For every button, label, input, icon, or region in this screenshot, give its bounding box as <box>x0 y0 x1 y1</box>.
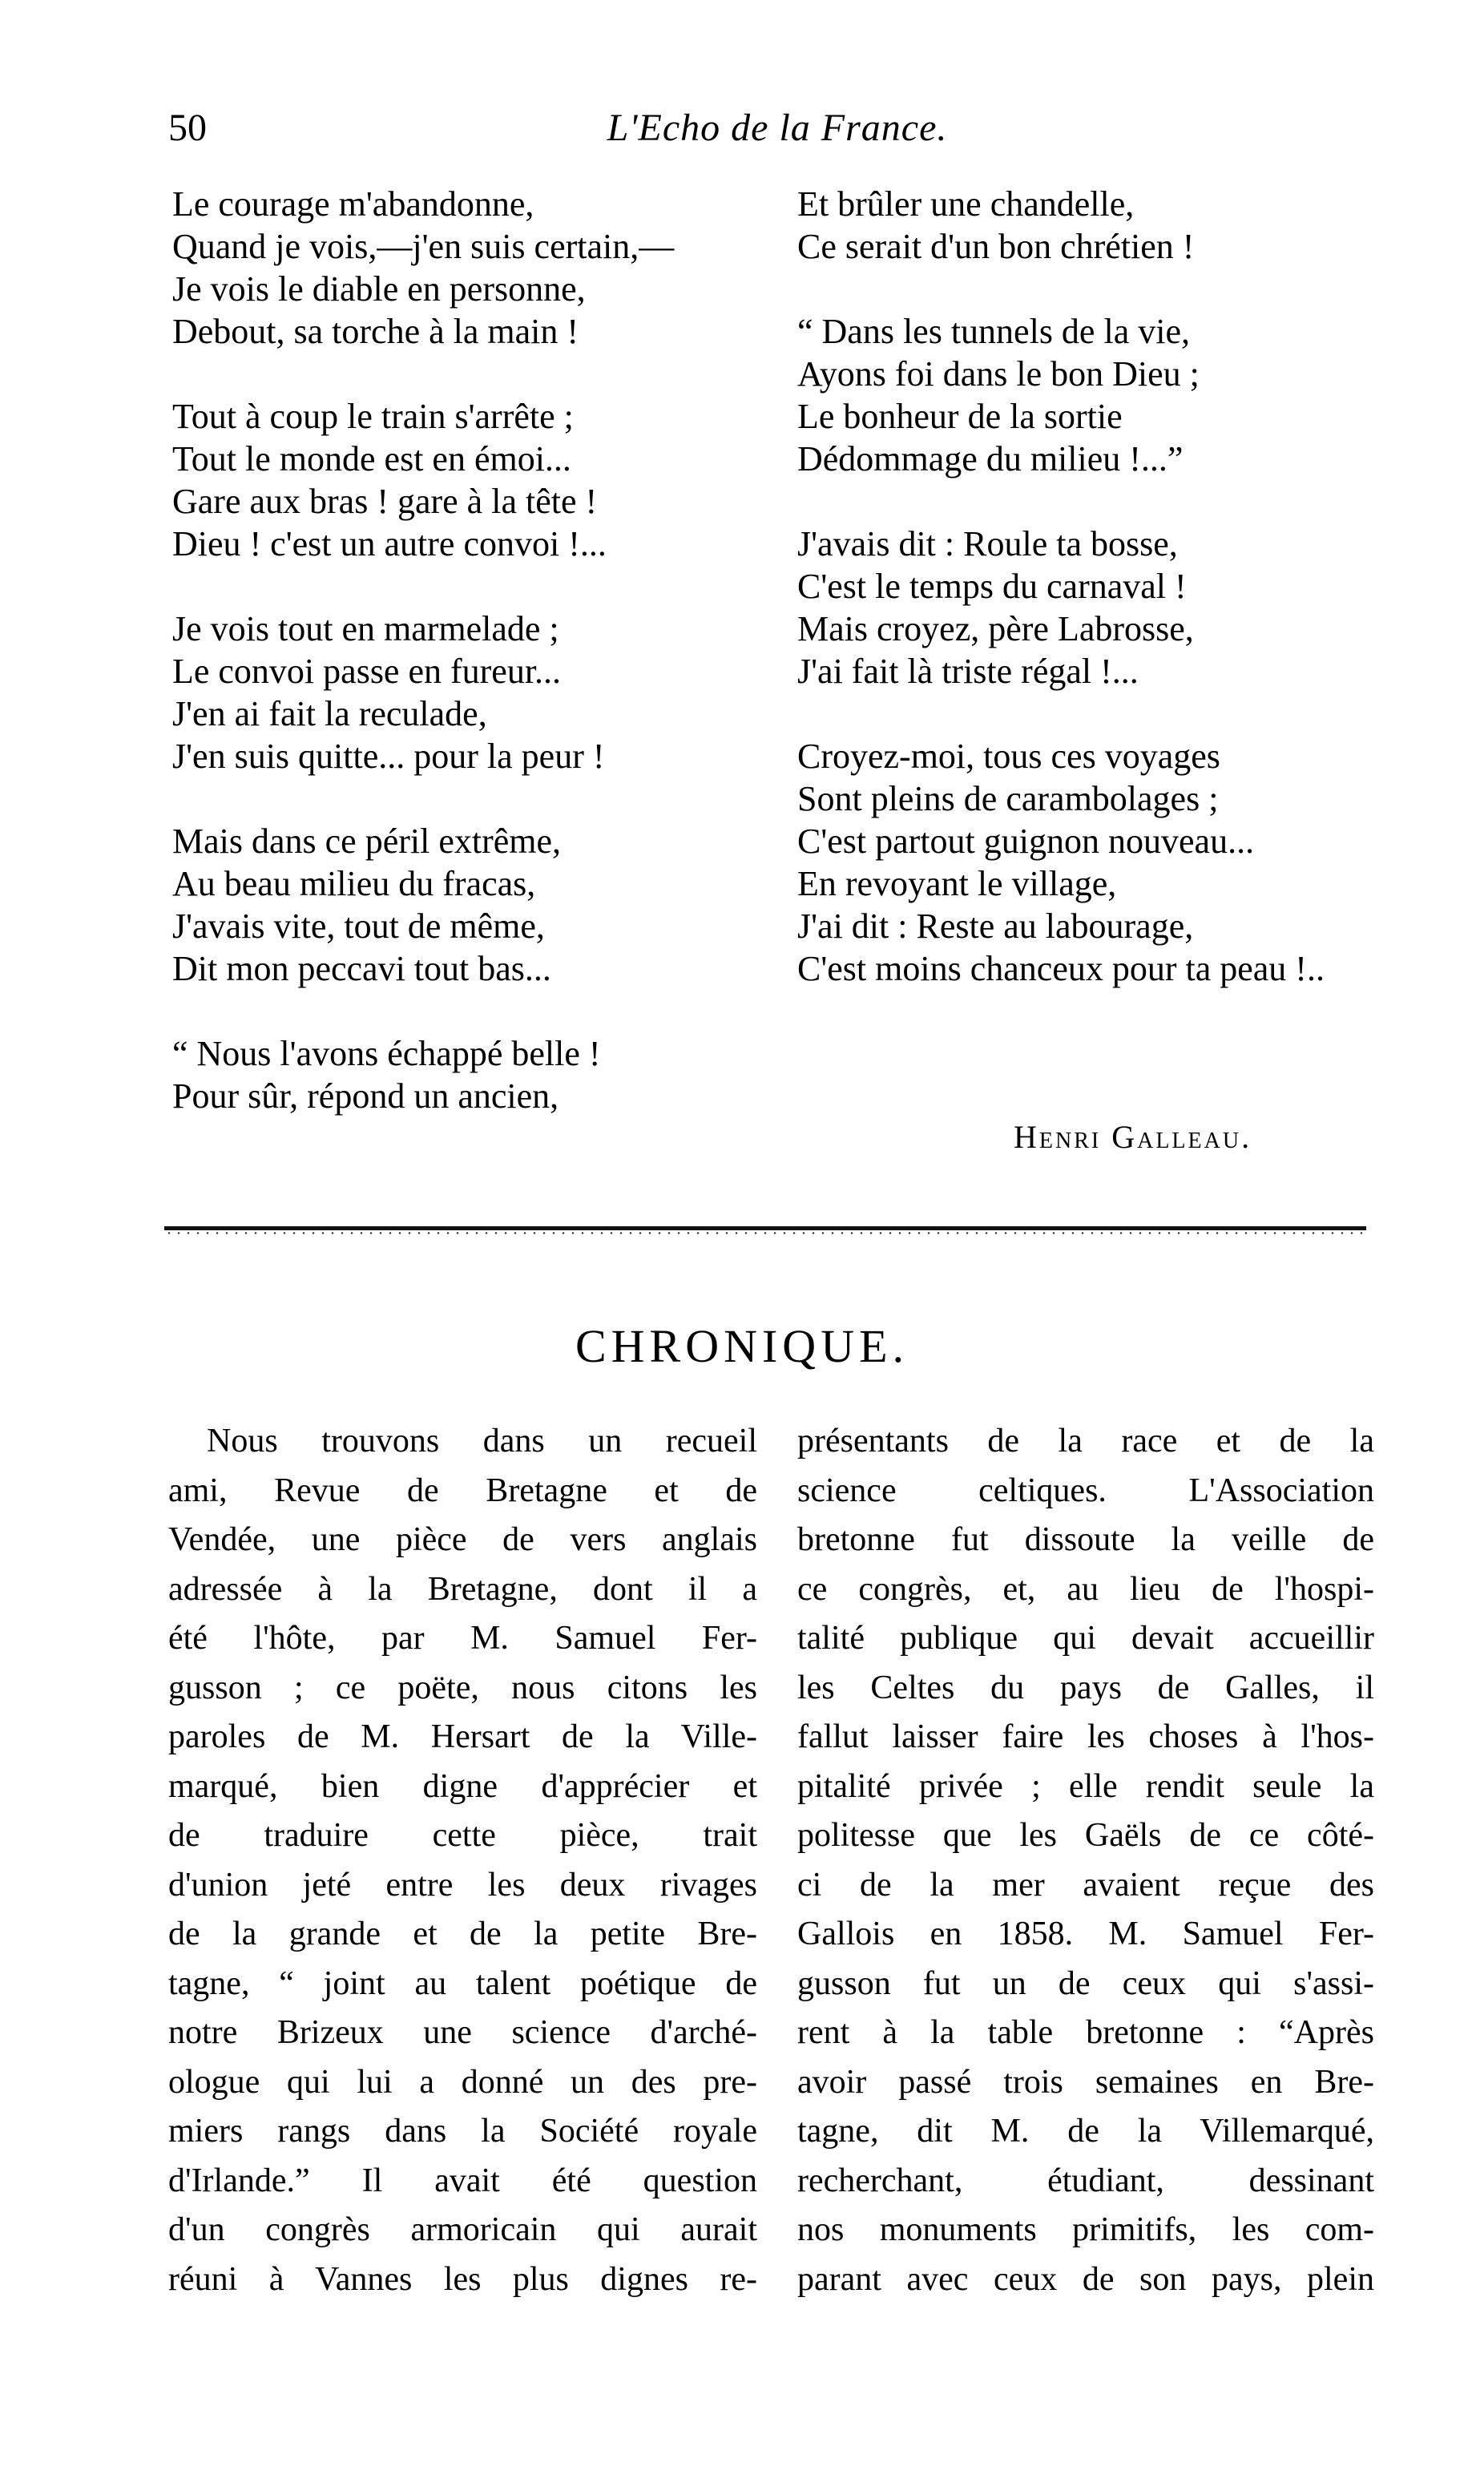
text-line: adressée à la Bretagne, dont il a <box>168 1570 757 1608</box>
running-head <box>168 104 1386 160</box>
text-line: ami, Revue de Bretagne et de <box>168 1472 757 1509</box>
stanza <box>797 310 1374 480</box>
text-line: paroles de M. Hersart de la Ville- <box>168 1718 757 1755</box>
stanza <box>172 395 781 565</box>
text-line: d'union jeté entre les deux rivages <box>168 1866 757 1904</box>
text-line: notre Brizeux une science d'arché- <box>168 2014 757 2051</box>
section-heading: CHRONIQUE. <box>575 1320 909 1372</box>
text-line: de la grande et de la petite Bre- <box>168 1916 757 1952</box>
verse-line: J'avais dit : Roule ta bosse, <box>797 524 1178 563</box>
verse-line: J'ai fait là triste régal !... <box>797 652 1139 691</box>
chronique-right-column <box>797 1417 1374 2304</box>
verse-line: Le courage m'abandonne, <box>172 184 534 224</box>
text-line: recherchant, étudiant, dessinant <box>797 2162 1374 2199</box>
journal-title: L'Echo de la France. <box>607 107 948 149</box>
verse-line: C'est le temps du carnaval ! <box>797 567 1187 606</box>
verse-line: Dit mon peccavi tout bas... <box>172 949 551 988</box>
verse-line: Sont pleins de carambolages ; <box>797 779 1219 818</box>
text-line: de traduire cette pièce, trait <box>168 1817 757 1854</box>
text-line: ci de la mer avaient reçue des <box>797 1866 1374 1904</box>
chronique-left-column <box>168 1417 757 2304</box>
text-line: science celtiques. L'Association <box>797 1472 1374 1509</box>
text-line: Nous trouvons dans un recueil <box>207 1423 757 1460</box>
verse-line: Debout, sa torche à la main ! <box>172 312 579 351</box>
stanza <box>172 608 781 777</box>
verse-line: Croyez-moi, tous ces voyages <box>797 737 1220 776</box>
divider-dotted-line <box>164 1232 1366 1234</box>
verse-line: Mais dans ce péril extrême, <box>172 822 562 861</box>
verse-line: C'est partout guignon nouveau... <box>797 822 1255 861</box>
text-line: politesse que les Gaëls de ce côté- <box>797 1817 1374 1854</box>
text-line: bretonne fut dissoute la veille de <box>797 1521 1374 1558</box>
stanza <box>172 1032 781 1117</box>
stanza <box>172 820 781 990</box>
stanza <box>797 183 1374 268</box>
text-line: ologue qui lui a donné un des pre- <box>168 2063 757 2101</box>
stanza <box>797 523 1374 692</box>
poem-left-column <box>172 183 781 1117</box>
verse-line: Dieu ! c'est un autre convoi !... <box>172 524 607 563</box>
verse-line: Dédommage du milieu !...” <box>797 439 1184 478</box>
text-line: été l'hôte, par M. Samuel Fer- <box>168 1620 757 1657</box>
text-line: pitalité privée ; elle rendit seule la <box>797 1767 1374 1805</box>
text-line: réuni à Vannes les plus dignes re- <box>168 2260 757 2298</box>
verse-line: Quand je vois,—j'en suis certain,— <box>172 227 675 266</box>
text-line: talité publique qui devait accueillir <box>797 1620 1374 1657</box>
verse-line: Le convoi passe en fureur... <box>172 652 562 691</box>
verse-line: Pour sûr, répond un ancien, <box>172 1076 559 1116</box>
text-line: miers rangs dans la Société royale <box>168 2113 757 2150</box>
text-line: les Celtes du pays de Galles, il <box>797 1669 1374 1706</box>
text-line: présentants de la race et de la <box>797 1423 1374 1460</box>
text-line: gusson ; ce poëte, nous citons les <box>168 1669 757 1706</box>
text-line: parant avec ceux de son pays, plein <box>797 2260 1374 2298</box>
text-line: tagne, dit M. de la Villemarqué, <box>797 2113 1374 2150</box>
verse-line: Gare aux bras ! gare à la tête ! <box>172 482 598 521</box>
text-line: marqué, bien digne d'apprécier et <box>168 1767 757 1805</box>
text-line: fallut laisser faire les choses à l'hos- <box>797 1718 1374 1755</box>
text-line: ce congrès, et, au lieu de l'hospi- <box>797 1570 1374 1608</box>
poem-right-column <box>797 183 1374 990</box>
text-line: gusson fut un de ceux qui s'assi- <box>797 1964 1374 2002</box>
verse-line: Mais croyez, père Labrosse, <box>797 609 1194 648</box>
verse-line: Et brûler une chandelle, <box>797 184 1135 224</box>
verse-line: Tout le monde est en émoi... <box>172 439 571 478</box>
verse-line: Ayons foi dans le bon Dieu ; <box>797 354 1200 394</box>
text-line: tagne, “ joint au talent poétique de <box>168 1964 757 2002</box>
text-line: d'un congrès armoricain qui aurait <box>168 2211 757 2248</box>
verse-line: Je vois le diable en personne, <box>172 269 586 309</box>
page-number: 50 <box>168 107 207 149</box>
text-line: nos monuments primitifs, les com- <box>797 2211 1374 2248</box>
verse-line: Le bonheur de la sortie <box>797 397 1123 436</box>
poem-signature: Henri Galleau. <box>1014 1119 1252 1155</box>
stanza <box>172 183 781 353</box>
verse-line: Ce serait d'un bon chrétien ! <box>797 227 1195 266</box>
verse-line: En revoyant le village, <box>797 864 1117 903</box>
text-line: Gallois en 1858. M. Samuel Fer- <box>797 1916 1374 1952</box>
verse-line: Je vois tout en marmelade ; <box>172 609 559 648</box>
verse-line: “ Nous l'avons échappé belle ! <box>172 1034 601 1073</box>
section-divider <box>164 1225 1366 1234</box>
divider-thick-line <box>164 1226 1366 1230</box>
text-line: d'Irlande.” Il avait été question <box>168 2162 757 2199</box>
verse-line: J'ai dit : Reste au labourage, <box>797 906 1194 946</box>
text-line: avoir passé trois semaines en Bre- <box>797 2063 1374 2101</box>
verse-line: J'avais vite, tout de même, <box>172 906 545 946</box>
stanza <box>797 735 1374 990</box>
verse-line: C'est moins chanceux pour ta peau !.. <box>797 949 1325 988</box>
verse-line: Au beau milieu du fracas, <box>172 864 536 903</box>
verse-line: Tout à coup le train s'arrête ; <box>172 397 574 436</box>
verse-line: J'en ai fait la reculade, <box>172 694 487 733</box>
verse-line: J'en suis quitte... pour la peur ! <box>172 737 605 776</box>
verse-line: “ Dans les tunnels de la vie, <box>797 312 1190 351</box>
text-line: rent à la table bretonne : “Après <box>797 2014 1374 2051</box>
text-line: Vendée, une pièce de vers anglais <box>168 1521 757 1558</box>
